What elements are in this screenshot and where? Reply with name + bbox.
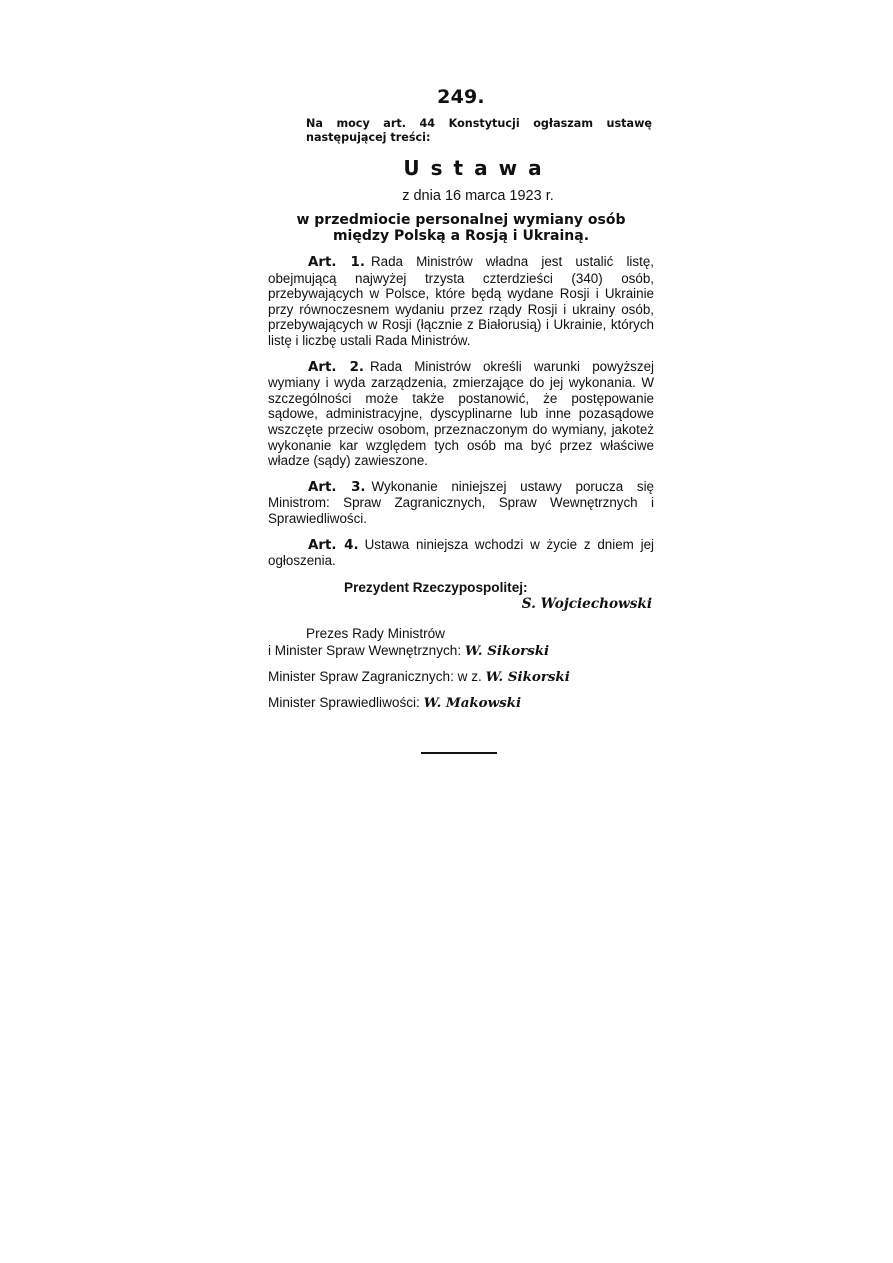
president-signature: S. Wojciechowski [521, 595, 652, 612]
minister-signer: W. Makowski [423, 694, 522, 711]
item-number: 249. [437, 86, 485, 108]
article-text: Ustawa niniejsza wchodzi w życie z dniem jej ogłoszenia. [268, 536, 654, 569]
document-page [268, 86, 654, 720]
article-1 [268, 254, 654, 349]
minister-role: Minister Spraw Zagranicznych: w z. [268, 668, 482, 684]
document-date: z dnia 16 marca 1923 r. [402, 188, 554, 204]
minister-role-cont: i Minister Spraw Wewnętrznych: [268, 642, 462, 658]
document-subject: w przedmiocie personalnej wymiany osób między Polską a Rosją i Ukrainą. [296, 212, 626, 244]
article-text: Rada Ministrów władna jest ustalić listę, obejmującą najwyżej trzysta czterdzieści (340) osób, przebywających w Polsce, które będą wydane Rosji i Ukrainie przy równoczesnem wydaniu przez rządy Rosji i ukrainy osób, przebywających w Rosji (łącznie z Białorusią) i Ukrainie, których listę i liczbę ustali Rada Ministrów. [268, 254, 654, 348]
article-text: Rada Ministrów określi warunki powyższej wymiany i wyda zarządzenia, zmierzające do jej wykonania. W szczególności może także postanowić, że postępowanie sądowe, administracyjne, dyscyplinarne lub inne pozasądowe wszczęte przeciw osobom, przeznaczonym do wymiany, jakoteż wykonanie kar względem tych osób ma być przez właściwe władze (sądy) zawieszone. [268, 358, 654, 469]
minister-signer: W. Sikorski [464, 642, 550, 659]
promulgation-intro: Na mocy art. 44 Konstytucji ogłaszam ustawę następującej treści: [306, 117, 652, 144]
minister-signature-3 [268, 694, 654, 712]
minister-signature-1 [268, 625, 654, 660]
article-label: Art. 3. [308, 479, 366, 495]
closing-divider [421, 752, 497, 754]
article-label: Art. 1. [308, 255, 365, 270]
article-text: Wykonanie niniejszej ustawy poruczа się Ministrom: Spraw Zagranicznych, Spraw Wewnętrznych i Sprawiedliwości. [268, 478, 654, 526]
minister-signature-2 [268, 668, 654, 686]
article-label: Art. 4. [308, 537, 359, 553]
minister-role: Minister Sprawiedliwości: [268, 694, 420, 710]
document-title: Ustawa [403, 156, 553, 180]
signature-block [268, 579, 654, 712]
president-role: Prezydent Rzeczypospolitej: [344, 579, 528, 595]
article-3 [268, 479, 654, 527]
minister-role: Prezes Rady Ministrów [306, 625, 445, 641]
article-4 [268, 537, 654, 569]
article-label: Art. 2. [308, 359, 365, 375]
article-2 [268, 359, 654, 469]
minister-signer: W. Sikorski [485, 668, 570, 685]
